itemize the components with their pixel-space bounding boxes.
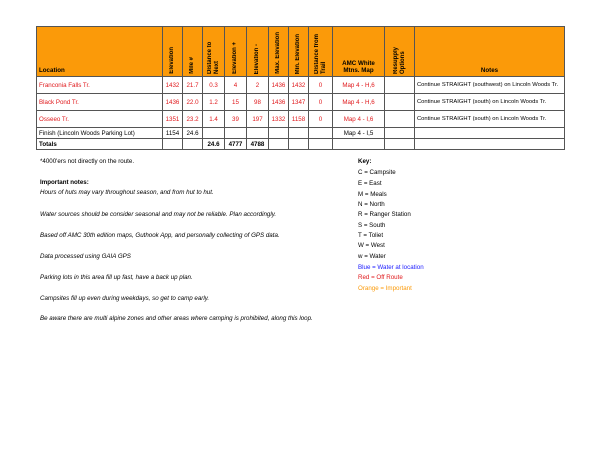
cell-resupply xyxy=(385,94,415,111)
cell-min-elevation: 1432 xyxy=(289,77,309,94)
cell-empty xyxy=(225,128,247,139)
cell-elevation: 1432 xyxy=(163,77,183,94)
cell-amc-map: Map 4 - I,6 xyxy=(333,111,385,128)
note-item: Based off AMC 30th edition maps, Guthook App, and personally collecting of GPS data. xyxy=(40,232,280,239)
cell-elevation-plus: 15 xyxy=(225,94,247,111)
header-resupply: Resupply Options xyxy=(385,27,415,77)
cell-empty xyxy=(289,139,309,150)
note-item: Data processed using GAIA GPS xyxy=(40,253,131,260)
key-item: S = South xyxy=(358,222,386,229)
route-table xyxy=(36,26,565,150)
cell-distance-next: 1.2 xyxy=(203,94,225,111)
cell-empty xyxy=(163,139,183,150)
cell-empty xyxy=(247,128,269,139)
header-min-elevation: Min. Elevation xyxy=(289,27,309,77)
cell-elevation-minus: 197 xyxy=(247,111,269,128)
header-amc-map: AMC White Mtns. Map xyxy=(333,27,385,77)
cell-empty xyxy=(415,128,565,139)
header-notes: Notes xyxy=(415,27,565,77)
header-mile: Mile # xyxy=(183,27,203,77)
cell-min-elevation: 1158 xyxy=(289,111,309,128)
header-elevation: Elevation xyxy=(163,27,183,77)
cell-mile: 24.6 xyxy=(183,128,203,139)
cell-empty xyxy=(269,139,289,150)
cell-max-elevation: 1436 xyxy=(269,94,289,111)
cell-empty xyxy=(183,139,203,150)
finish-row xyxy=(37,128,565,139)
note-item: Be aware there are multi alpine zones and other areas where camping is prohibited, along this loop. xyxy=(40,315,313,322)
cell-empty xyxy=(309,139,333,150)
table-row xyxy=(37,94,565,111)
cell-distance-trail: 0 xyxy=(309,111,333,128)
key-item: R = Ranger Station xyxy=(358,211,411,218)
totals-label: Totals xyxy=(37,139,163,150)
cell-empty xyxy=(309,128,333,139)
cell-empty xyxy=(269,128,289,139)
table-row xyxy=(37,77,565,94)
totals-elevation-plus: 4777 xyxy=(225,139,247,150)
header-location: Location xyxy=(37,27,163,77)
cell-notes: Continue STRAIGHT (south) on Lincoln Woods Tr. xyxy=(415,111,565,128)
key-item: T = Toliet xyxy=(358,232,384,239)
cell-elevation-plus: 4 xyxy=(225,77,247,94)
cell-mile: 23.2 xyxy=(183,111,203,128)
key-color-blue: Blue = Water at location xyxy=(358,264,424,271)
cell-empty xyxy=(203,128,225,139)
cell-empty xyxy=(289,128,309,139)
cell-distance-trail: 0 xyxy=(309,94,333,111)
cell-elevation-minus: 2 xyxy=(247,77,269,94)
header-elevation-plus: Elevation + xyxy=(225,27,247,77)
key-item: E = East xyxy=(358,180,382,187)
cell-elevation-minus: 98 xyxy=(247,94,269,111)
header-distance-next: Distance to Next xyxy=(203,27,225,77)
cell-max-elevation: 1436 xyxy=(269,77,289,94)
cell-empty xyxy=(415,139,565,150)
cell-min-elevation: 1347 xyxy=(289,94,309,111)
key-item: W = West xyxy=(358,242,385,249)
cell-location: Franconia Falls Tr. xyxy=(37,77,163,94)
cell-mile: 22.0 xyxy=(183,94,203,111)
cell-resupply xyxy=(385,77,415,94)
cell-empty xyxy=(385,128,415,139)
cell-location: Osseeo Tr. xyxy=(37,111,163,128)
note-item: Campsites fill up even during weekdays, so get to camp early. xyxy=(40,295,210,302)
cell-location: Finish (Lincoln Woods Parking Lot) xyxy=(37,128,163,139)
cell-empty xyxy=(385,139,415,150)
header-distance-trail: Distance from Trail xyxy=(309,27,333,77)
cell-distance-next: 1.4 xyxy=(203,111,225,128)
cell-max-elevation: 1332 xyxy=(269,111,289,128)
key-item: N = North xyxy=(358,201,385,208)
note-item: Water sources should be consider seasonal and may not be reliable. Plan accordingly. xyxy=(40,211,277,218)
totals-row xyxy=(37,139,565,150)
key-item: C = Campsite xyxy=(358,169,396,176)
header-row xyxy=(37,27,565,77)
note-item: Hours of huts may vary throughout season, and from hut to hut. xyxy=(40,189,214,196)
header-elevation-minus: Elevation - xyxy=(247,27,269,77)
cell-empty xyxy=(333,139,385,150)
cell-amc-map: Map 4 - H,6 xyxy=(333,77,385,94)
cell-elevation-plus: 39 xyxy=(225,111,247,128)
cell-elevation: 1154 xyxy=(163,128,183,139)
cell-mile: 21.7 xyxy=(183,77,203,94)
cell-amc-map: Map 4 - I,5 xyxy=(333,128,385,139)
cell-notes: Continue STRAIGHT (southwest) on Lincoln Woods Tr. xyxy=(415,77,565,94)
important-notes-heading: Important notes: xyxy=(40,179,89,186)
cell-amc-map: Map 4 - H,6 xyxy=(333,94,385,111)
table-row xyxy=(37,111,565,128)
key-item: w = Water xyxy=(358,253,386,260)
cell-resupply xyxy=(385,111,415,128)
note-item: Parking lots in this area fill up fast, have a back up plan. xyxy=(40,274,193,281)
totals-distance: 24.6 xyxy=(203,139,225,150)
header-max-elevation: Max. Elevation xyxy=(269,27,289,77)
cell-location: Black Pond Tr. xyxy=(37,94,163,111)
key-heading: Key: xyxy=(358,158,372,165)
key-color-red: Red = Off Route xyxy=(358,274,403,281)
route-sheet xyxy=(36,26,564,150)
totals-elevation-minus: 4788 xyxy=(247,139,269,150)
cell-elevation: 1351 xyxy=(163,111,183,128)
cell-elevation: 1436 xyxy=(163,94,183,111)
cell-distance-trail: 0 xyxy=(309,77,333,94)
key-item: M = Meals xyxy=(358,191,387,198)
cell-notes: Continue STRAIGHT (south) on Lincoln Woods Tr. xyxy=(415,94,565,111)
key-color-orange: Orange = Important xyxy=(358,285,412,292)
cell-distance-next: 0.3 xyxy=(203,77,225,94)
not-on-route-note: *4000'ers not directly on the route. xyxy=(40,158,135,165)
